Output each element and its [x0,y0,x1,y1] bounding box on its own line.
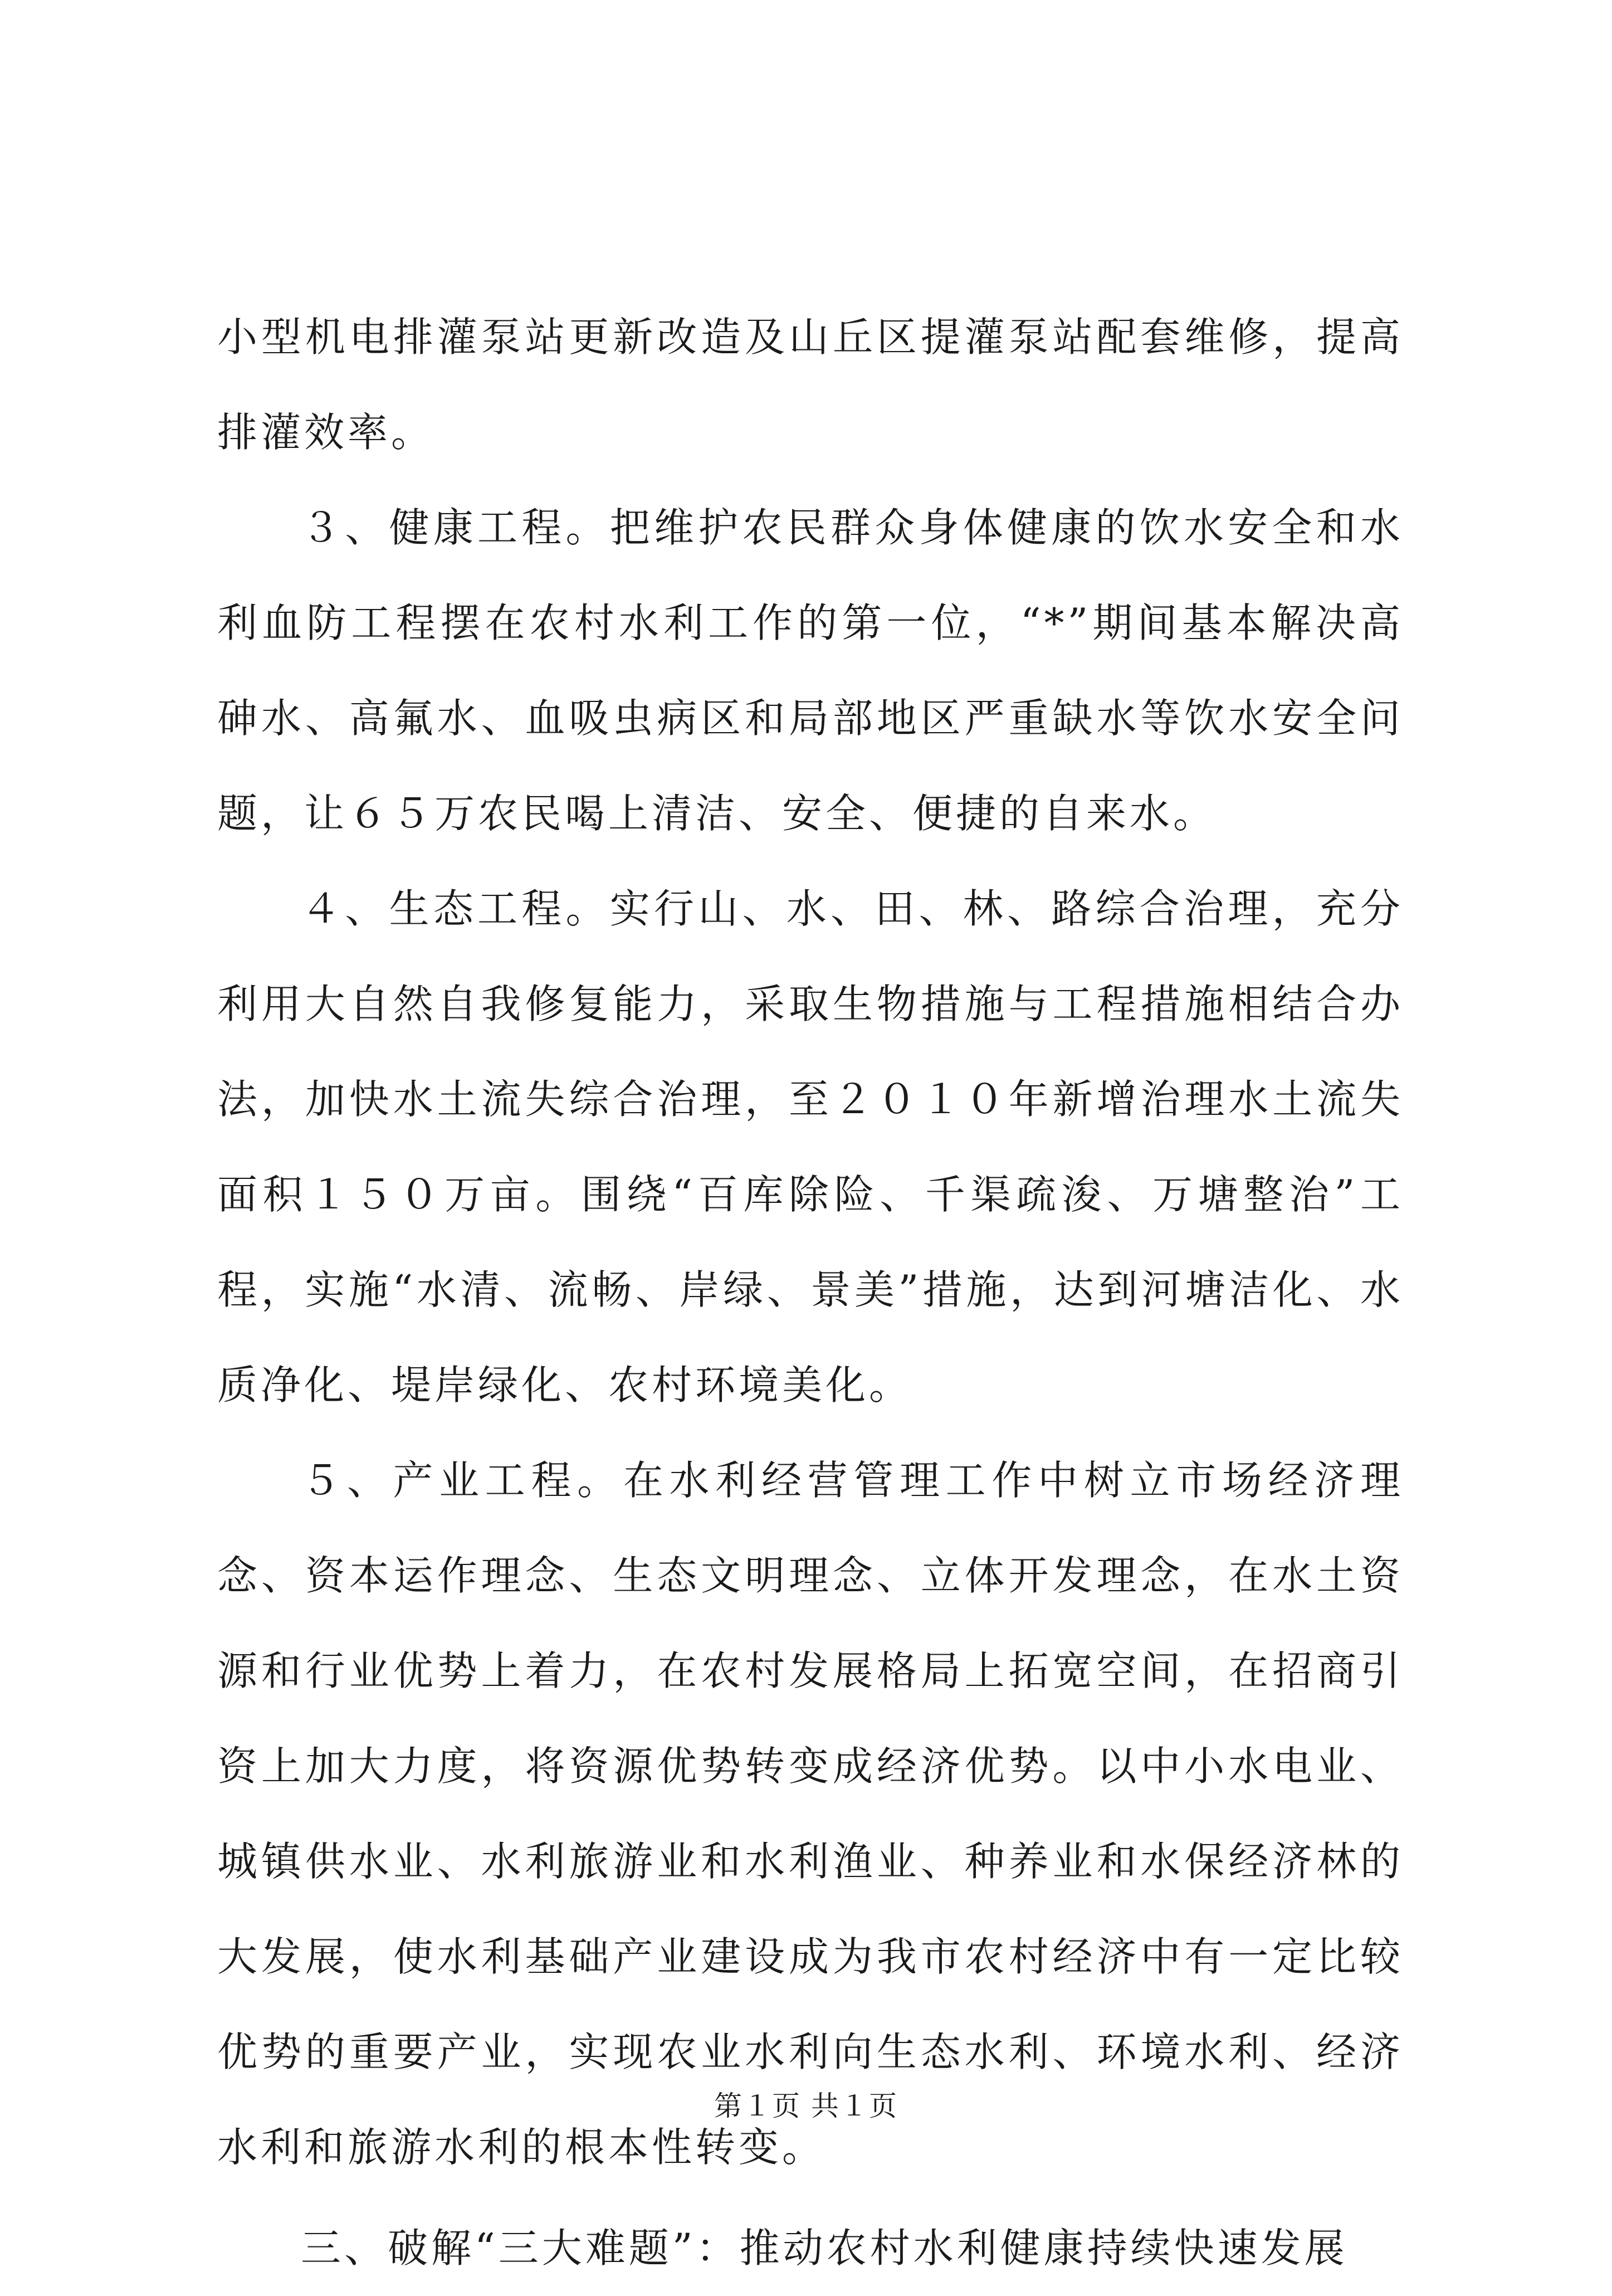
document-body [217,290,1404,2296]
paragraph-health-project: ３、健康工程。把维护农民群众身体健康的饮水安全和水利血防工程摆在农村水利工作的第一位，“*”期间基本解决高砷水、高氟水、血吸虫病区和局部地区严重缺水等饮水安全问题，让６５万农民喝上清洁、安全、便捷的自来水。 [217,504,1404,837]
paragraph-ecology-project: ４、生态工程。实行山、水、田、林、路综合治理，充分利用大自然自我修复能力，采取生物措施与工程措施相结合办法，加快水土流失综合治理，至２０１０年新增治理水土流失面积１５０万亩。围绕“百库除险、千渠疏浚、万塘整治”工程，实施“水清、流畅、岸绿、景美”措施，达到河塘洁化、水质净化、堤岸绿化、农村环境美化。 [217,885,1404,1408]
paragraph-industry-project: ５、产业工程。在水利经营管理工作中树立市场经济理念、资本运作理念、生态文明理念、立体开发理念，在水土资源和行业优势上着力，在农村发展格局上拓宽空间，在招商引资上加大力度，将资源优势转变成经济优势。以中小水电业、城镇供水业、水利旅游业和水利渔业、种养业和水保经济林的大发展，使水利基础产业建设成为我市农村经济中有一定比较优势的重要产业，实现农业水利向生态水利、环境水利、经济水利和旅游水利的根本性转变。 [217,1457,1404,2171]
section-heading: 三、破解“三大难题”：推动农村水利健康持续快速发展 [301,2225,1348,2271]
paragraph-continuation: 小型机电排灌泵站更新改造及山丘区提灌泵站配套维修，提高排灌效率。 [217,314,1404,456]
page-footer: 第１页 共１页 [714,2090,898,2122]
